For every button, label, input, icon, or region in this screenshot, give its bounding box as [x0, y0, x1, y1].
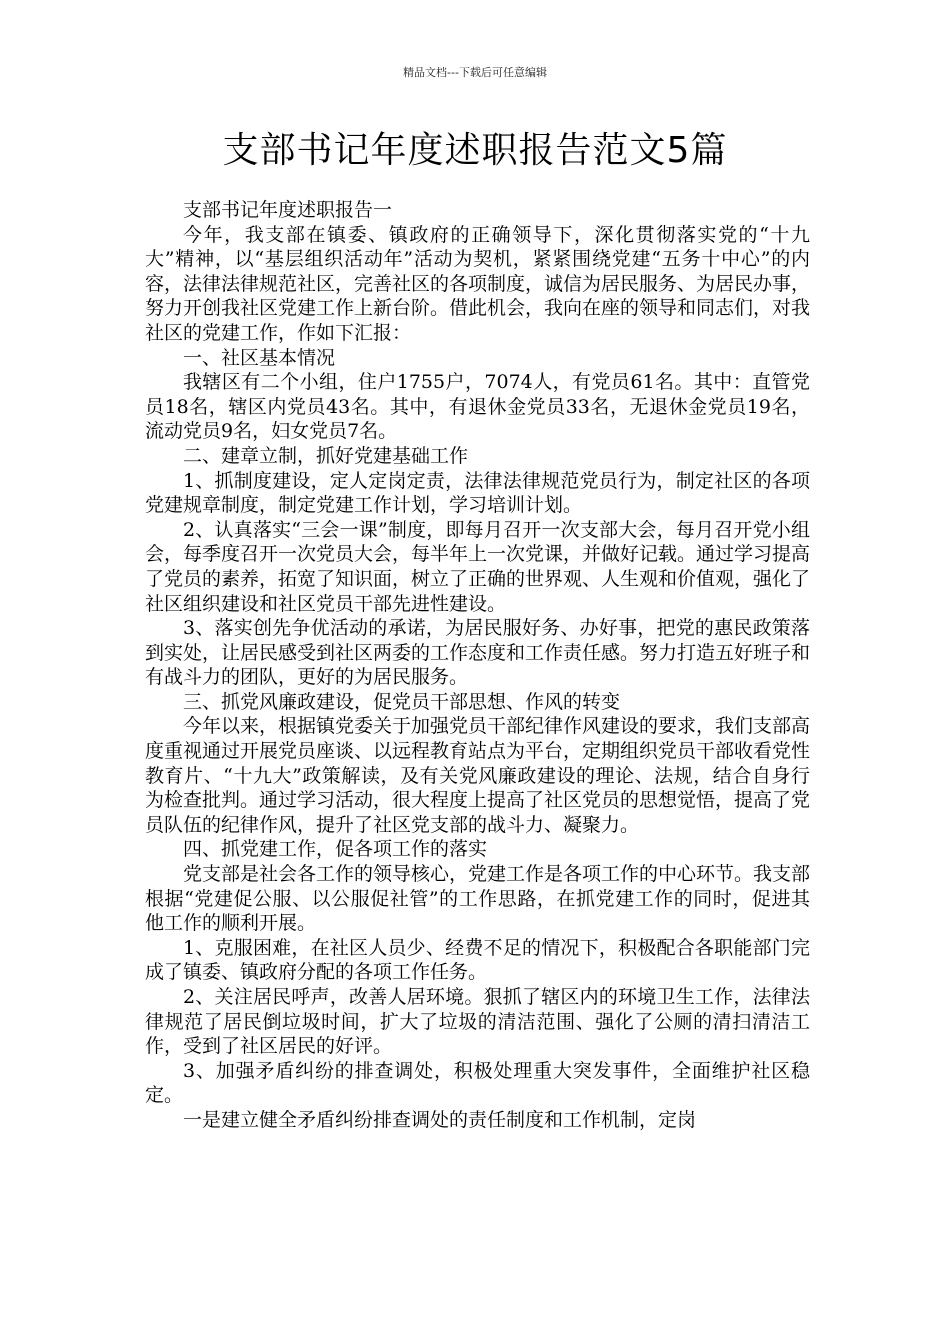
- body-paragraph: 1、抓制度建设，定人定岗定责，法律法律规范党员行为，制定社区的各项党建规章制度，制定党建工作计划，学习培训计划。: [145, 469, 810, 517]
- body-paragraph: 2、认真落实“三会一课”制度，即每月召开一次支部大会，每月召开党小组会，每季度召开一次党员大会，每半年上一次党课，并做好记载。通过学习提高了党员的素养，拓宽了知识面，树立了正确的世界观、人生观和价值观，强化了社区组织建设和社区党员干部先进性建设。: [145, 518, 811, 615]
- body-paragraph: 2、关注居民呼声，改善人居环境。狠抓了辖区内的环境卫生工作，法律法律规范了居民倒垃圾时间，扩大了垃圾的清洁范围、强化了公厕的清扫清洁工作，受到了社区居民的好评。: [145, 986, 810, 1058]
- body-paragraph: 党支部是社会各工作的领导核心，党建工作是各项工作的中心环节。我支部根据“党建促公服、以公服促社管”的工作思路，在抓党建工作的同时，促进其他工作的顺利开展。: [145, 863, 811, 935]
- body-paragraph: 我辖区有二个小组，住户1755户，7074人，有党员61名。其中：直管党员18名，辖区内党员43名。其中，有退休金党员33名，无退休金党员19名，流动党员9名，妇女党员7名。: [145, 371, 810, 443]
- body-paragraph: 今年以来，根据镇党委关于加强党员干部纪律作风建设的要求，我们支部高度重视通过开展党员座谈、以远程教育站点为平台，定期组织党员干部收看党性教育片、“十九大”政策解读，及有关党风廉政建设的理论、法规，结合自身行为检查批判。通过学习活动，很大程度上提高了社区党员的思想觉悟，提高了党员队伍的纪律作风，提升了社区党支部的战斗力、凝聚力。: [145, 715, 811, 836]
- body-paragraph: 1、克服困难，在社区人员少、经费不足的情况下，积极配合各职能部门完成了镇委、镇政府分配的各项工作任务。: [145, 936, 810, 984]
- body-paragraph: 今年，我支部在镇委、镇政府的正确领导下，深化贯彻落实党的“十九大”精神，以“基层组织活动年”活动为契机，紧紧围绕党建“五务十中心”的内容，法律法律规范社区，完善社区的各项制度，诚信为居民服务、为居民办事，努力开创我社区党建工作上新台阶。借此机会，我向在座的领导和同志们，对我社区的党建工作，作如下汇报：: [145, 223, 811, 344]
- section-heading: 支部书记年度述职报告一: [183, 199, 393, 221]
- body-paragraph: 3、加强矛盾纠纷的排查调处，积极处理重大突发事件，全面维护社区稳定。: [145, 1059, 810, 1107]
- document-title: 支部书记年度述职报告范文5篇: [222, 130, 728, 171]
- section-heading: 四、抓党建工作，促各项工作的落实: [183, 838, 488, 861]
- document-body: [145, 198, 810, 1133]
- section-heading: 三、抓党风廉政建设，促党员干部思想、作风的转变: [183, 690, 621, 713]
- body-paragraph: 3、落实创先争优活动的承诺，为居民服好务、办好事，把党的惠民政策落到实处，让居民感受到社区两委的工作态度和工作责任感。努力打造五好班子和有战斗力的团队，更好的为居民服务。: [145, 617, 811, 689]
- section-heading: 一、社区基本情况: [183, 346, 336, 369]
- section-heading: 二、建章立制，抓好党建基础工作: [183, 444, 469, 467]
- header-note: 精品文档---下载后可任意编辑: [403, 66, 547, 79]
- body-paragraph: 一是建立健全矛盾纠纷排查调处的责任制度和工作机制，定岗: [183, 1108, 697, 1131]
